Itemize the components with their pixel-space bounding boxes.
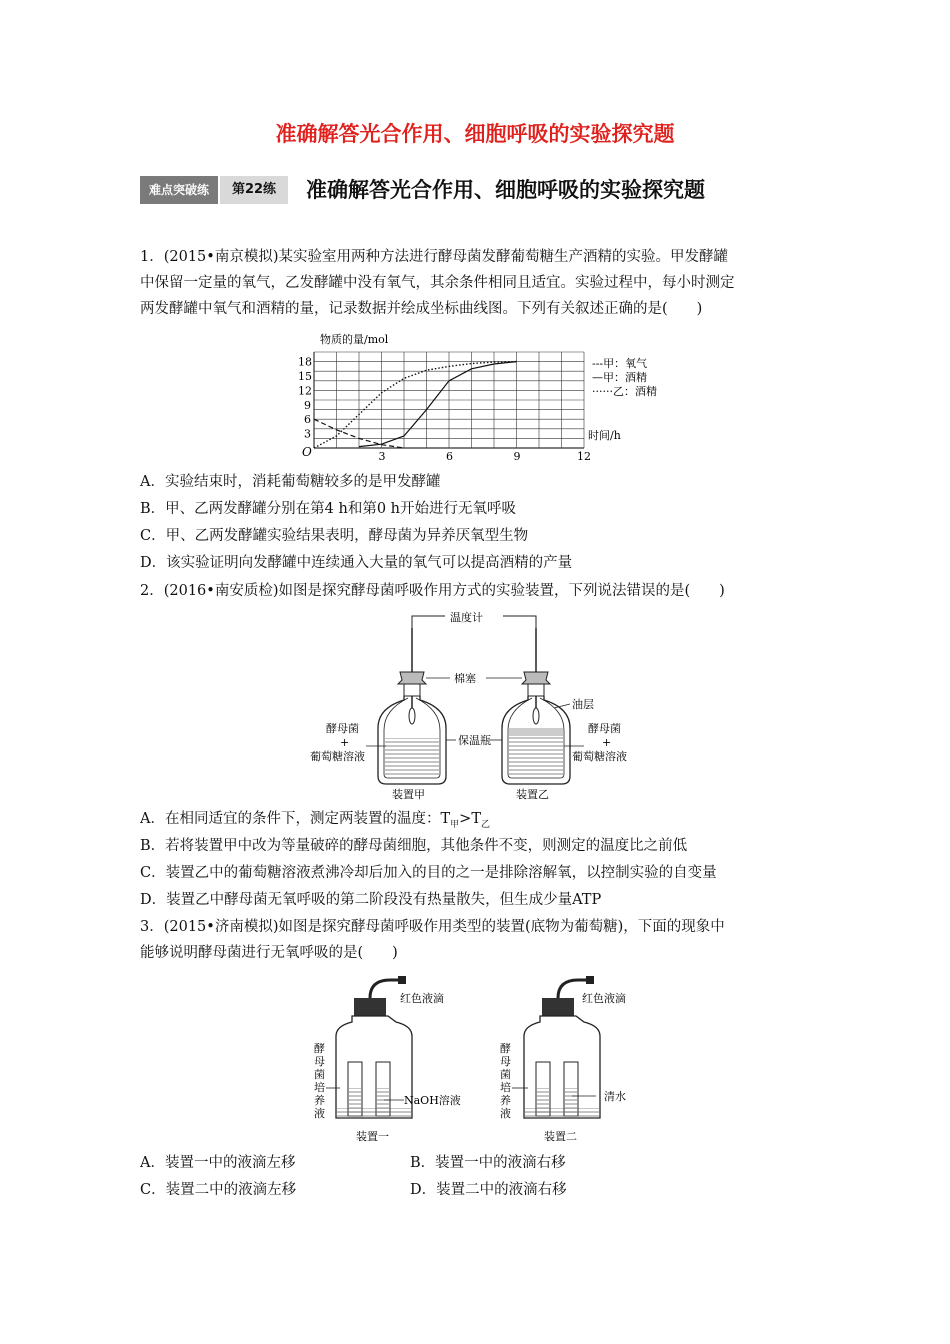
chart-ylabel: 物质的量/mol — [320, 333, 389, 346]
y-tick-label: 12 — [298, 384, 312, 398]
q2-apparatus-figure — [300, 608, 660, 800]
yeast-left-label: 酵母菌 — [326, 722, 359, 735]
q3-option-b: B．装置一中的液滴右移 — [410, 1155, 566, 1171]
legend-entry: —甲：酒精 — [592, 371, 647, 384]
plus-right: + — [602, 736, 612, 749]
yeast-right-label: 酵母菌 — [588, 722, 621, 735]
q2-option-c: C．装置乙中的葡萄糖溶液煮沸冷却后加入的目的之一是排除溶解氧，以控制实验的自变量 — [140, 865, 717, 881]
q1-option-a: A．实验结束时，消耗葡萄糖较多的是甲发酵罐 — [140, 474, 441, 490]
x-tick-label: 6 — [446, 450, 453, 463]
q3-stem-line: 3．(2015•济南模拟)如图是探究酵母菌呼吸作用类型的装置(底物为葡萄糖)，下面的现象中 — [140, 919, 725, 935]
chart-lines — [314, 362, 517, 448]
x-tick-label: 9 — [513, 450, 521, 463]
banner-heading: 准确解答光合作用、细胞呼吸的实验探究题 — [306, 178, 705, 202]
series-line — [314, 362, 517, 448]
q1-stem-line: 两发酵罐中氧气和酒精的量，记录数据并绘成坐标曲线图。下列有关叙述正确的是( ) — [140, 301, 703, 317]
flask-left — [378, 696, 446, 784]
q1-stem — [140, 244, 810, 322]
y-tick-label: 9 — [304, 398, 311, 412]
flask-right — [502, 696, 570, 784]
culture-1-char: 养 — [314, 1094, 325, 1107]
water-label: 清水 — [604, 1090, 626, 1103]
oil-layer-label: 油层 — [572, 698, 594, 711]
culture-2-char: 培 — [500, 1081, 511, 1094]
q3-apparatus-figure — [300, 970, 650, 1146]
culture-2-char: 液 — [500, 1107, 511, 1120]
q1-line-chart — [290, 330, 670, 465]
y-tick-label: 3 — [304, 427, 311, 441]
q1-option-c: C．甲、乙两发酵罐实验结果表明，酵母菌为异养厌氧型生物 — [140, 528, 529, 544]
cotton-plug-icon — [398, 672, 426, 696]
culture-1-label — [314, 1041, 325, 1120]
y-tick-label: 6 — [304, 413, 311, 427]
culture-2-char: 酵 — [500, 1042, 511, 1055]
culture-1-char: 液 — [314, 1107, 325, 1120]
culture-2-label — [500, 1041, 511, 1120]
q2-option-d: D．装置乙中酵母菌无氧呼吸的第二阶段没有热量散失，但生成少量ATP — [140, 892, 602, 908]
plus-left: + — [340, 736, 350, 749]
q2-option-a-sub1: 甲 — [450, 819, 460, 830]
q1-option-d: D．该实验证明向发酵罐中连续通入大量的氧气可以提高酒精的产量 — [140, 555, 573, 571]
culture-2-char: 母 — [500, 1055, 511, 1068]
q2-stem: 2．(2016•南安质检)如图是探究酵母菌呼吸作用方式的实验装置，下列说法错误的是( ) — [140, 583, 725, 599]
culture-1-char: 培 — [314, 1081, 325, 1094]
culture-2-char: 菌 — [500, 1068, 511, 1081]
practice-number-tag: 第22练 — [220, 176, 288, 204]
q2-option-b: B．若将装置甲中改为等量破碎的酵母菌细胞，其他条件不变，则测定的温度比之前低 — [140, 838, 688, 854]
q3-option-a: A．装置一中的液滴左移 — [140, 1155, 296, 1171]
culture-1-char: 菌 — [314, 1068, 325, 1081]
chart-xlabel: 时间/h — [588, 429, 621, 442]
q3-option-c: C．装置二中的液滴左移 — [140, 1182, 297, 1198]
culture-1-char: 酵 — [314, 1042, 325, 1055]
chart-origin: O — [302, 445, 312, 459]
y-tick-label: 18 — [298, 355, 312, 369]
chart-legend — [592, 356, 657, 398]
legend-entry: ---甲：氧气 — [592, 357, 648, 370]
q1-stem-line: 1．(2015•南京模拟)某实验室用两种方法进行酵母菌发酵葡萄糖生产酒精的实验。甲发酵罐 — [140, 249, 728, 265]
device-2-label: 装置二 — [544, 1130, 577, 1143]
q3-stem — [140, 914, 810, 966]
q3-stem-line: 能够说明酵母菌进行无氧呼吸的是( ) — [140, 945, 398, 961]
practice-tag: 难点突破练 — [140, 176, 218, 204]
q3-option-d: D．装置二中的液滴右移 — [410, 1182, 567, 1198]
device-a-label: 装置甲 — [392, 788, 425, 800]
thermometer-label: 温度计 — [450, 611, 483, 624]
glucose-right-label: 葡萄糖溶液 — [572, 750, 627, 763]
q2-option-a-mid: >T — [459, 811, 481, 827]
culture-1-char: 母 — [314, 1055, 325, 1068]
x-tick-label: 12 — [577, 450, 591, 463]
y-tick-label: 15 — [298, 370, 312, 383]
chart-ticks — [298, 356, 591, 463]
culture-2-char: 养 — [500, 1094, 511, 1107]
q1-option-b: B．甲、乙两发酵罐分别在第4 h和第0 h开始进行无氧呼吸 — [140, 501, 516, 517]
glucose-left-label: 葡萄糖溶液 — [310, 750, 365, 763]
section-banner — [140, 172, 800, 208]
legend-entry: ······乙：酒精 — [592, 385, 657, 398]
q2-option-a-text: A．在相同适宜的条件下，测定两装置的温度：T — [140, 811, 451, 827]
device-1-label: 装置一 — [356, 1130, 389, 1143]
q1-stem-line: 中保留一定量的氧气，乙发酵罐中没有氧气，其余条件相同且适宜。实验过程中，每小时测定 — [140, 275, 735, 291]
cotton-plug-icon — [522, 672, 550, 696]
series-line — [359, 362, 517, 447]
page-title: 准确解答光合作用、细胞呼吸的实验探究题 — [275, 122, 675, 146]
x-tick-label: 3 — [378, 450, 386, 463]
naoh-label: NaOH溶液 — [404, 1094, 461, 1107]
red-drop-1-label: 红色液滴 — [400, 992, 444, 1005]
red-drop-2-label: 红色液滴 — [582, 992, 626, 1005]
cotton-label: 棉塞 — [454, 672, 476, 685]
flask-label: 保温瓶 — [458, 734, 491, 747]
q2-option-a-sub2: 乙 — [481, 819, 491, 830]
device-b-label: 装置乙 — [516, 788, 549, 800]
